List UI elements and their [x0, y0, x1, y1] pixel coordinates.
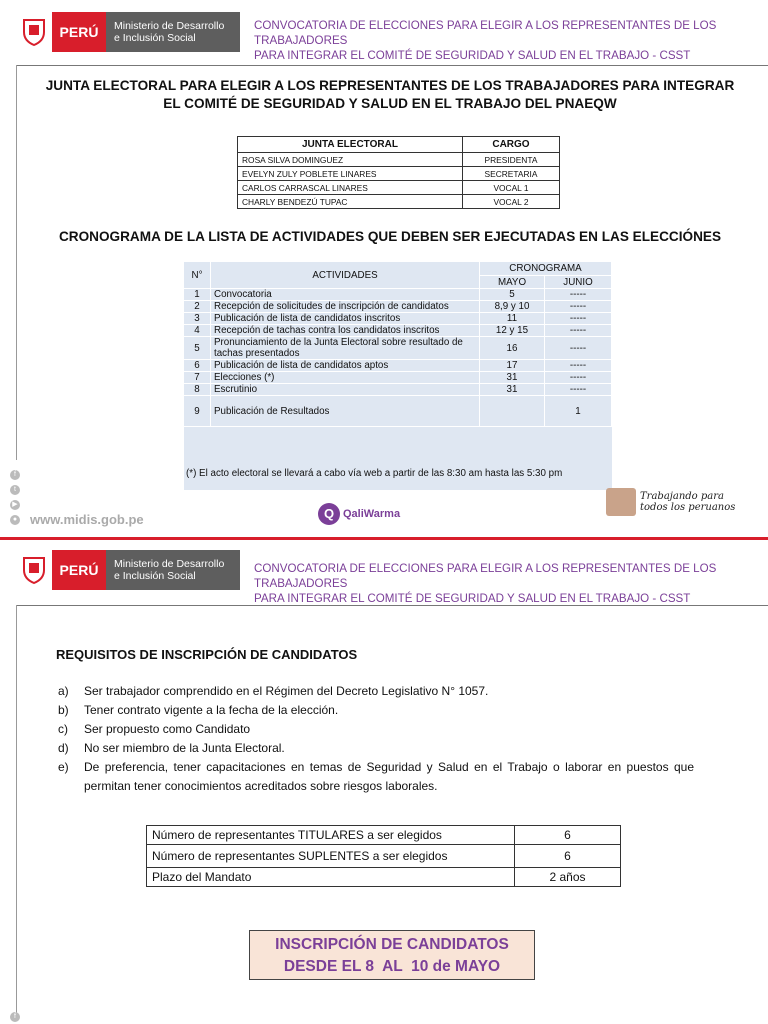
- table-row: EVELYN ZULY POBLETE LINARES SECRETARIA: [238, 167, 560, 181]
- header-rule: [16, 65, 768, 66]
- table-row: 9 Publicación de Resultados 1: [184, 396, 612, 427]
- junta-table: [237, 136, 560, 209]
- col-mayo-header: MAYO: [480, 276, 545, 289]
- col-junio-header: JUNIO: [545, 276, 612, 289]
- col-n-header: N°: [184, 262, 211, 289]
- table-row: Número de representantes TITULARES a ser elegidos 6: [147, 826, 621, 845]
- table-row: CHARLY BENDEZÚ TUPAC VOCAL 2: [238, 195, 560, 209]
- table-row: 5 Pronunciamiento de la Junta Electoral sobre resultado de tachas presentados 16 -----: [184, 337, 612, 360]
- peru-midis-logo: [16, 550, 240, 590]
- table-row: Plazo del Mandato 2 años: [147, 868, 621, 887]
- page-2: [0, 540, 768, 1024]
- table-row: 2 Recepción de solicitudes de inscripción de candidatos 8,9 y 10 -----: [184, 301, 612, 313]
- facebook-icon[interactable]: f: [10, 1012, 20, 1022]
- col-crono-header: CRONOGRAMA: [480, 262, 612, 276]
- table-row: 3 Publicación de lista de candidatos inscritos 11 -----: [184, 313, 612, 325]
- twitter-icon[interactable]: t: [10, 485, 20, 495]
- header-title: CONVOCATORIA DE ELECCIONES PARA ELEGIR A LOS REPRESENTANTES DE LOS TRABAJADORES PARA INTEGRAR EL COMITÉ DE SEGURIDAD Y SALUD EN EL TRABAJO - CSST: [254, 19, 717, 62]
- page-header: [0, 540, 768, 605]
- facebook-icon[interactable]: f: [10, 470, 20, 480]
- representatives-table: [146, 825, 621, 887]
- trabajando-logo: Trabajando para todos los peruanos: [606, 488, 735, 516]
- junta-heading: JUNTA ELECTORAL PARA ELEGIR A LOS REPRESENTANTES DE LOS TRABAJADORES PARA INTEGRAR EL COMITÉ DE SEGURIDAD Y SALUD EN EL TRABAJO DEL PNAEQW: [45, 78, 735, 111]
- left-border: [16, 65, 17, 460]
- table-row: 7 Elecciones (*) 31 -----: [184, 372, 612, 384]
- portrait-photo: [606, 488, 636, 516]
- logo-ministry-text: Ministerio de Desarrollo e Inclusión Social: [106, 12, 240, 52]
- table-row: 8 Escrutinio 31 -----: [184, 384, 612, 396]
- logo-peru-text: PERÚ: [52, 550, 106, 590]
- list-item: e) De preferencia, tener capacitaciones en temas de Seguridad y Salud en el Trabajo o laborar en puestos que permitan tener conocimientos acreditados sobre riesgos laborales.: [58, 760, 694, 793]
- table-row: Número de representantes SUPLENTES a ser elegidos 6: [147, 845, 621, 868]
- cargo-header: CARGO: [462, 137, 559, 153]
- inscripcion-banner: INSCRIPCIÓN DE CANDIDATOS DESDE EL 8 AL 10 de MAYO: [249, 930, 535, 980]
- table-row: 1 Convocatoria 5 -----: [184, 289, 612, 301]
- logo-peru-text: PERÚ: [52, 12, 106, 52]
- list-item: c) Ser propuesto como Candidato: [58, 722, 251, 736]
- list-item: d) No ser miembro de la Junta Electoral.: [58, 741, 285, 755]
- shield-icon: [16, 550, 52, 590]
- header-title: CONVOCATORIA DE ELECCIONES PARA ELEGIR A LOS REPRESENTANTES DE LOS TRABAJADORES PARA INTEGRAR EL COMITÉ DE SEGURIDAD Y SALUD EN EL TRABAJO - CSST: [254, 562, 717, 605]
- left-border: [16, 605, 17, 1015]
- table-row: 6 Publicación de lista de candidatos aptos 17 -----: [184, 360, 612, 372]
- requisitos-heading: REQUISITOS DE INSCRIPCIÓN DE CANDIDATOS: [56, 647, 358, 662]
- table-row: ROSA SILVA DOMINGUEZ PRESIDENTA: [238, 153, 560, 167]
- youtube-icon[interactable]: ▶: [10, 500, 20, 510]
- header-rule: [16, 605, 768, 606]
- col-activities-header: ACTIVIDADES: [211, 262, 480, 289]
- table-row: CARLOS CARRASCAL LINARES VOCAL 1: [238, 181, 560, 195]
- list-item: b) Tener contrato vigente a la fecha de la elección.: [58, 703, 339, 717]
- page-header: [0, 0, 768, 60]
- junta-header: JUNTA ELECTORAL: [238, 137, 463, 153]
- table-row: 4 Recepción de tachas contra los candidatos inscritos 12 y 15 -----: [184, 325, 612, 337]
- logo-ministry-text: Ministerio de Desarrollo e Inclusión Social: [106, 550, 240, 590]
- midis-url[interactable]: www.midis.gob.pe: [30, 512, 144, 527]
- qaliwarma-logo: Q QaliWarma: [318, 503, 400, 525]
- crono-footnote: (*) El acto electoral se llevará a cabo vía web a partir de las 8:30 am hasta las 5:30 pm: [186, 468, 563, 479]
- cronograma-block: [184, 262, 612, 490]
- crono-heading: CRONOGRAMA DE LA LISTA DE ACTIVIDADES QUE DEBEN SER EJECUTADAS EN LAS ELECCIÓNES: [58, 229, 722, 244]
- qaliwarma-q-icon: Q: [318, 503, 340, 525]
- cronograma-table: [184, 262, 612, 427]
- list-item: a) Ser trabajador comprendido en el Régimen del Decreto Legislativo N° 1057.: [58, 684, 489, 698]
- shield-icon: [16, 12, 52, 52]
- requirements-list: [58, 682, 694, 796]
- peru-midis-logo: [16, 12, 240, 52]
- flickr-icon[interactable]: ●: [10, 515, 20, 525]
